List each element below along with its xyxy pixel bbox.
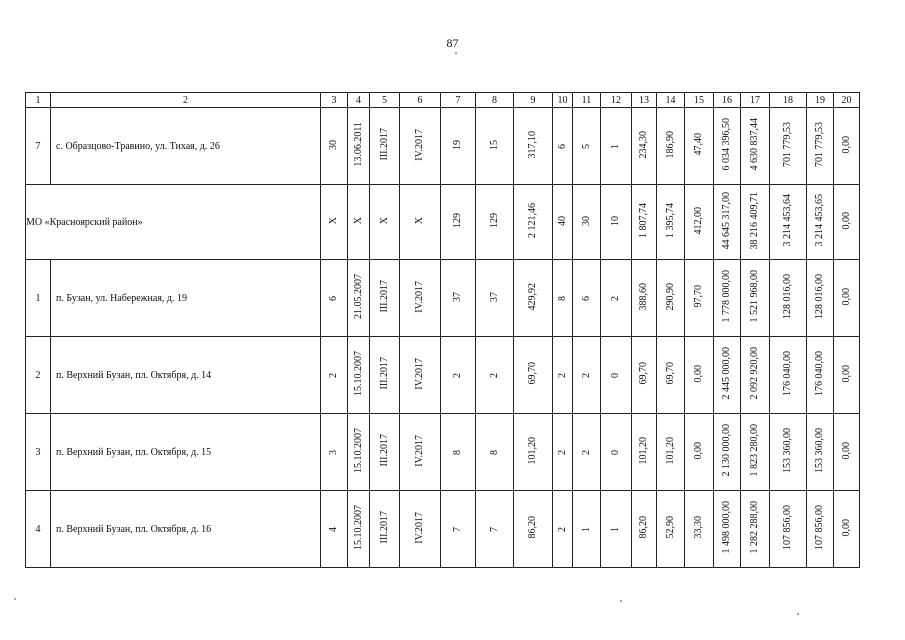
cell-value: 0,00: [840, 211, 852, 230]
value-cell-19: [807, 108, 834, 185]
cell-value: 129: [452, 213, 463, 228]
value-cell-6: [400, 337, 441, 414]
header-cell-10: 10: [553, 93, 573, 108]
cell-value: 388,60: [638, 282, 649, 311]
cell-value: 69,70: [527, 362, 538, 385]
cell-value: 429,92: [527, 282, 538, 311]
cell-value: 15.10.2007: [352, 505, 364, 550]
value-cell-16: [714, 185, 741, 260]
header-row: [26, 93, 860, 108]
cell-value: 13.06.2011: [352, 122, 364, 167]
value-cell-19: [807, 414, 834, 491]
value-cell-17: [741, 491, 770, 568]
header-cell-13: 13: [632, 93, 657, 108]
value-cell-10: [553, 414, 573, 491]
cell-value: IV.2017: [414, 280, 425, 313]
value-cell-8: [476, 491, 514, 568]
value-cell-6: [400, 414, 441, 491]
value-cell-13: [632, 260, 657, 337]
cell-value: 129: [488, 213, 500, 228]
cell-value: 2: [580, 449, 592, 455]
cell-value: 40: [556, 215, 568, 226]
cell-value: 30: [580, 215, 592, 226]
cell-value: 38 216 409,71: [749, 191, 760, 250]
cell-value: 186,90: [664, 130, 676, 159]
address-cell: п. Верхний Бузан, пл. Октября, д. 14: [51, 337, 321, 414]
value-cell-18: [770, 414, 807, 491]
cell-value: 107 856,00: [782, 505, 793, 550]
value-cell-13: [632, 337, 657, 414]
cell-value: 0,00: [840, 441, 852, 460]
cell-value: 0,00: [840, 364, 852, 383]
cell-value: 4: [328, 526, 339, 532]
cell-value: 176 040,00: [814, 351, 825, 396]
value-cell-16: [714, 260, 741, 337]
cell-value: IV.2017: [414, 511, 425, 544]
cell-value: 2: [328, 372, 339, 378]
value-cell-17: [741, 337, 770, 414]
value-cell-11: [573, 414, 601, 491]
value-cell-5: [370, 260, 400, 337]
cell-value: 10: [610, 215, 621, 226]
value-cell-19: [807, 337, 834, 414]
value-cell-3: [321, 337, 348, 414]
cell-value: 290,90: [664, 282, 676, 311]
value-cell-13: [632, 491, 657, 568]
cell-value: 37: [452, 291, 463, 302]
value-cell-6: [400, 491, 441, 568]
cell-value: III.2017: [378, 511, 390, 544]
value-cell-13: [632, 414, 657, 491]
cell-value: 3 214 453,65: [814, 194, 825, 247]
value-cell-16: [714, 414, 741, 491]
cell-value: 52,90: [664, 516, 676, 539]
value-cell-9: [514, 491, 553, 568]
value-cell-10: [553, 491, 573, 568]
value-cell-13: [632, 185, 657, 260]
cell-value: 37: [488, 291, 500, 302]
cell-value: 176 040,00: [782, 351, 793, 396]
cell-value: 97,70: [693, 285, 704, 308]
value-cell-6: [400, 108, 441, 185]
cell-value: 6: [580, 295, 592, 301]
header-cell-20: 20: [834, 93, 860, 108]
cell-value: III.2017: [378, 280, 390, 313]
cell-value: 0,00: [840, 287, 852, 306]
cell-value: 33,30: [693, 516, 704, 539]
value-cell-15: [685, 108, 714, 185]
value-cell-11: [573, 491, 601, 568]
cell-value: 2: [556, 526, 568, 532]
cell-value: 1: [610, 526, 621, 532]
cell-value: 69,70: [664, 362, 676, 385]
address-cell: с. Образцово-Травино, ул. Тихая, д. 26: [51, 108, 321, 185]
cell-value: IV.2017: [414, 357, 425, 390]
value-cell-15: [685, 491, 714, 568]
cell-value: 1 395,74: [664, 203, 676, 238]
value-cell-19: [807, 185, 834, 260]
header-cell-6: 6: [400, 93, 441, 108]
cell-value: 1 778 000,00: [721, 270, 732, 323]
cell-value: 1 282 288,00: [749, 501, 760, 554]
header-cell-12: 12: [601, 93, 632, 108]
address-cell: п. Бузан, ул. Набережная, д. 19: [51, 260, 321, 337]
value-cell-5: [370, 337, 400, 414]
cell-value: 2 445 000,00: [721, 347, 732, 400]
value-cell-7: [441, 337, 476, 414]
table-row: [26, 491, 860, 568]
cell-value: 21.05.2007: [352, 274, 364, 319]
value-cell-9: [514, 108, 553, 185]
value-cell-5: [370, 491, 400, 568]
cell-value: 0,00: [693, 441, 704, 460]
row-number-cell: 2: [26, 337, 51, 414]
cell-value: 0: [610, 449, 621, 455]
scan-speck: [14, 598, 16, 600]
value-cell-7: [441, 260, 476, 337]
row-number-cell: 3: [26, 414, 51, 491]
cell-value: 86,20: [638, 516, 649, 539]
cell-value: 2: [610, 295, 621, 301]
table-row: [26, 108, 860, 185]
value-cell-10: [553, 260, 573, 337]
value-cell-11: [573, 337, 601, 414]
cell-value: 6: [556, 143, 568, 149]
cell-value: 3: [328, 449, 339, 455]
value-cell-4: [348, 337, 370, 414]
header-cell-4: 4: [348, 93, 370, 108]
value-cell-18: [770, 491, 807, 568]
value-cell-18: [770, 185, 807, 260]
value-cell-14: [657, 185, 685, 260]
cell-value: 2: [488, 372, 500, 378]
value-cell-7: [441, 185, 476, 260]
header-cell-1: 1: [26, 93, 51, 108]
cell-value: 128 016,00: [814, 274, 825, 319]
cell-value: 44 645 317,00: [721, 191, 732, 250]
value-cell-8: [476, 108, 514, 185]
cell-value: 2: [580, 372, 592, 378]
cell-value: 47,40: [693, 133, 704, 156]
value-cell-15: [685, 414, 714, 491]
page-number: 87: [446, 36, 459, 50]
value-cell-18: [770, 108, 807, 185]
value-cell-9: [514, 414, 553, 491]
cell-value: 1 807,74: [638, 203, 649, 238]
cell-value: 0,00: [840, 518, 852, 537]
header-cell-15: 15: [685, 93, 714, 108]
value-cell-8: [476, 414, 514, 491]
value-cell-4: [348, 260, 370, 337]
header-cell-3: 3: [321, 93, 348, 108]
address-cell: п. Верхний Бузан, пл. Октября, д. 16: [51, 491, 321, 568]
value-cell-20: [834, 414, 860, 491]
cell-value: 8: [452, 449, 463, 455]
value-cell-6: [400, 185, 441, 260]
header-cell-11: 11: [573, 93, 601, 108]
value-cell-11: [573, 260, 601, 337]
district-name-cell: МО «Красноярский район»: [26, 185, 321, 260]
cell-value: 6 034 396,50: [721, 118, 732, 171]
value-cell-3: [321, 414, 348, 491]
value-cell-17: [741, 414, 770, 491]
header-cell-7: 7: [441, 93, 476, 108]
cell-value: III.2017: [378, 434, 390, 467]
cell-value: 1 521 968,00: [749, 270, 760, 323]
cell-value: 153 360,00: [782, 428, 793, 473]
value-cell-5: [370, 185, 400, 260]
cell-value: 19: [452, 139, 463, 150]
scan-speck: [455, 52, 457, 54]
cell-value: 8: [488, 449, 500, 455]
header-cell-5: 5: [370, 93, 400, 108]
cell-value: 2 121,46: [527, 203, 538, 238]
value-cell-17: [741, 108, 770, 185]
value-cell-18: [770, 337, 807, 414]
value-cell-9: [514, 185, 553, 260]
cell-value: 2 130 000,00: [721, 424, 732, 477]
cell-value: X: [378, 217, 390, 225]
value-cell-15: [685, 185, 714, 260]
cell-value: 107 856,00: [814, 505, 825, 550]
value-cell-11: [573, 108, 601, 185]
value-cell-7: [441, 414, 476, 491]
value-cell-18: [770, 260, 807, 337]
header-cell-16: 16: [714, 93, 741, 108]
address-cell: п. Верхний Бузан, пл. Октября, д. 15: [51, 414, 321, 491]
value-cell-16: [714, 108, 741, 185]
cell-value: 1: [580, 526, 592, 532]
cell-value: 2 092 920,00: [749, 347, 760, 400]
cell-value: 15: [488, 139, 500, 150]
value-cell-7: [441, 108, 476, 185]
value-cell-15: [685, 260, 714, 337]
value-cell-5: [370, 414, 400, 491]
row-number-cell: 4: [26, 491, 51, 568]
value-cell-12: [601, 491, 632, 568]
value-cell-8: [476, 337, 514, 414]
value-cell-16: [714, 491, 741, 568]
value-cell-14: [657, 491, 685, 568]
value-cell-6: [400, 260, 441, 337]
value-cell-3: [321, 108, 348, 185]
cell-value: 317,10: [527, 130, 538, 159]
cell-value: 1 498 000,00: [721, 501, 732, 554]
value-cell-20: [834, 337, 860, 414]
header-cell-2: 2: [51, 93, 321, 108]
table-body: [26, 108, 860, 568]
scan-speck: [797, 613, 799, 615]
header-cell-17: 17: [741, 93, 770, 108]
value-cell-12: [601, 414, 632, 491]
value-cell-8: [476, 185, 514, 260]
cell-value: 412,00: [693, 206, 704, 235]
cell-value: 153 360,00: [814, 428, 825, 473]
cell-value: 2: [452, 372, 463, 378]
value-cell-8: [476, 260, 514, 337]
cell-value: 7: [488, 526, 500, 532]
header-cell-9: 9: [514, 93, 553, 108]
value-cell-20: [834, 108, 860, 185]
cell-value: 5: [580, 143, 592, 149]
value-cell-17: [741, 260, 770, 337]
cell-value: 0: [610, 372, 621, 378]
value-cell-10: [553, 337, 573, 414]
value-cell-7: [441, 491, 476, 568]
value-cell-12: [601, 108, 632, 185]
cell-value: 128 016,00: [782, 274, 793, 319]
cell-value: 101,20: [527, 436, 538, 465]
cell-value: 101,20: [638, 436, 649, 465]
cell-value: 6: [328, 295, 339, 301]
value-cell-14: [657, 337, 685, 414]
cell-value: 0,00: [693, 364, 704, 383]
cell-value: 234,30: [638, 130, 649, 159]
value-cell-19: [807, 491, 834, 568]
value-cell-4: [348, 108, 370, 185]
value-cell-20: [834, 491, 860, 568]
cell-value: X: [414, 217, 425, 225]
table-row: [26, 185, 860, 260]
header-cell-8: 8: [476, 93, 514, 108]
table-row: [26, 260, 860, 337]
cell-value: 101,20: [664, 436, 676, 465]
value-cell-9: [514, 337, 553, 414]
cell-value: 69,70: [638, 362, 649, 385]
value-cell-20: [834, 260, 860, 337]
value-cell-14: [657, 414, 685, 491]
value-cell-14: [657, 108, 685, 185]
value-cell-9: [514, 260, 553, 337]
cell-value: 2: [556, 372, 568, 378]
cell-value: X: [352, 217, 364, 225]
cell-value: III.2017: [378, 357, 390, 390]
cell-value: X: [328, 217, 339, 225]
value-cell-12: [601, 337, 632, 414]
cell-value: IV.2017: [414, 434, 425, 467]
value-cell-4: [348, 414, 370, 491]
table-row: [26, 337, 860, 414]
value-cell-12: [601, 260, 632, 337]
header-cell-19: 19: [807, 93, 834, 108]
row-number-cell: 7: [26, 108, 51, 185]
header-cell-18: 18: [770, 93, 807, 108]
cell-value: 15.10.2007: [352, 428, 364, 473]
value-cell-19: [807, 260, 834, 337]
cell-value: 701 779,53: [814, 122, 825, 167]
cell-value: 0,00: [840, 135, 852, 154]
cell-value: 2: [556, 449, 568, 455]
value-cell-16: [714, 337, 741, 414]
value-cell-14: [657, 260, 685, 337]
value-cell-12: [601, 185, 632, 260]
cell-value: 701 779,53: [782, 122, 793, 167]
cell-value: 1: [610, 143, 621, 149]
value-cell-17: [741, 185, 770, 260]
row-number-cell: 1: [26, 260, 51, 337]
value-cell-3: [321, 491, 348, 568]
value-cell-10: [553, 108, 573, 185]
cell-value: 1 823 280,00: [749, 424, 760, 477]
value-cell-10: [553, 185, 573, 260]
value-cell-13: [632, 108, 657, 185]
scan-speck: [620, 600, 622, 602]
cell-value: 3 214 453,64: [782, 194, 793, 247]
header-cell-14: 14: [657, 93, 685, 108]
cell-value: 7: [452, 526, 463, 532]
cell-value: 86,20: [527, 516, 538, 539]
table-row: [26, 414, 860, 491]
value-cell-3: [321, 260, 348, 337]
cell-value: 4 630 837,44: [749, 118, 760, 171]
value-cell-4: [348, 185, 370, 260]
value-cell-20: [834, 185, 860, 260]
value-cell-3: [321, 185, 348, 260]
data-table: [25, 92, 860, 568]
cell-value: 8: [556, 295, 568, 301]
value-cell-15: [685, 337, 714, 414]
cell-value: III.2017: [378, 128, 390, 161]
cell-value: 30: [328, 139, 339, 150]
value-cell-5: [370, 108, 400, 185]
value-cell-11: [573, 185, 601, 260]
cell-value: 15.10.2007: [352, 351, 364, 396]
value-cell-4: [348, 491, 370, 568]
cell-value: IV.2017: [414, 128, 425, 161]
